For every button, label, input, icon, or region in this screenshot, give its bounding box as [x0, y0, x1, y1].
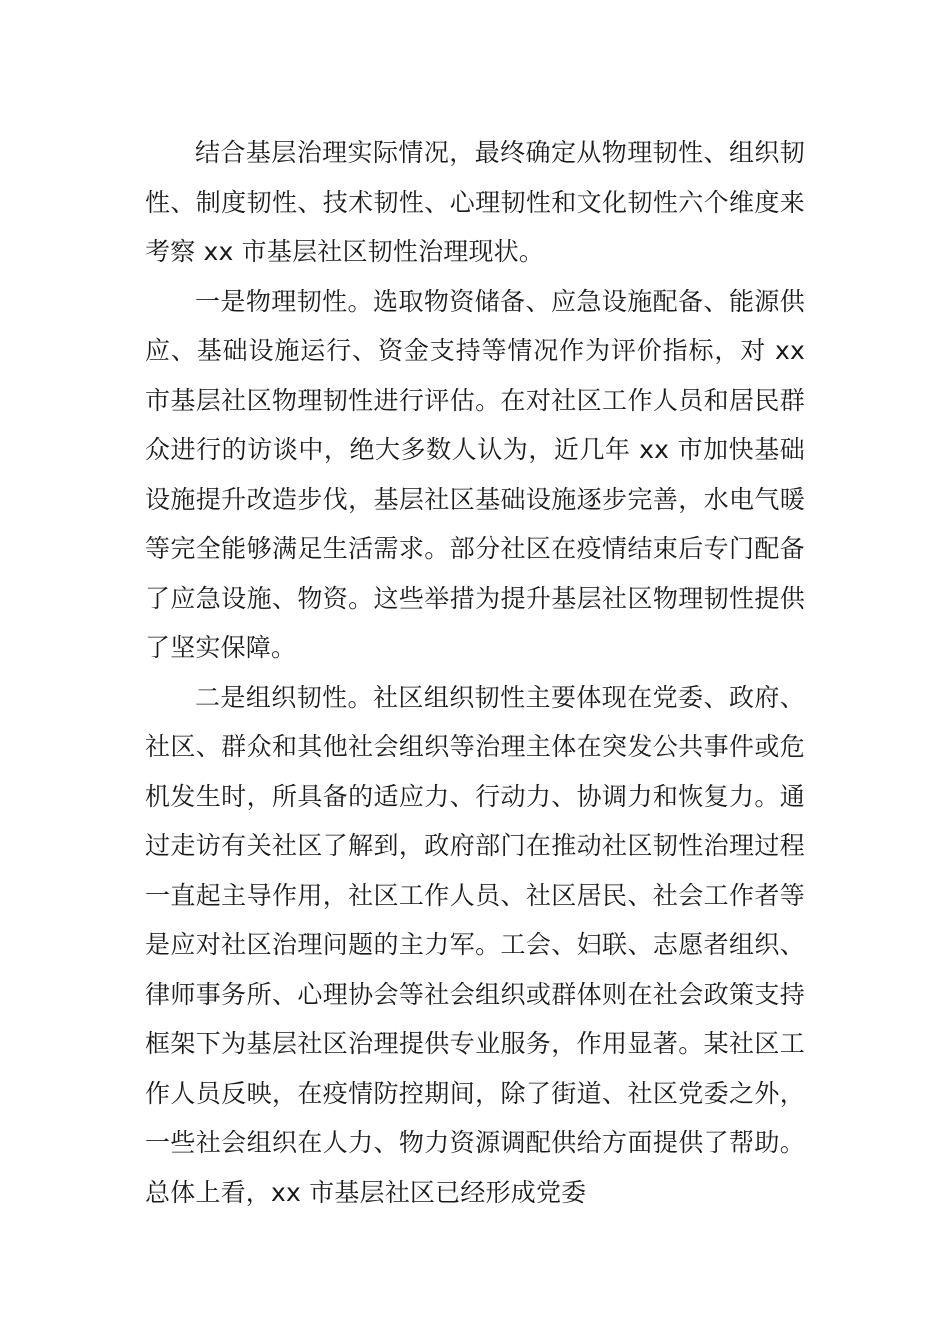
paragraph-organizational-resilience: 二是组织韧性。社区组织韧性主要体现在党委、政府、社区、群众和其他社会组织等治理主体在突发公共事件或危机发生时，所具备的适应力、行动力、协调力和恢复力。通过走访有关社区了解到，政府部门在推动社区韧性治理过程一直起主导作用，社区工作人员、社区居民、社会工作者等是应对社区治理问题的主力军。工会、妇联、志愿者组织、律师事务所、心理协会等社会组织或群体则在社会政策支持框架下为基层社区治理提供专业服务，作用显著。某社区工作人员反映，在疫情防控期间，除了街道、社区党委之外，一些社会组织在人力、物力资源调配供给方面提供了帮助。总体上看，xx 市基层社区已经形成党委 [145, 682, 805, 1207]
paragraph-intro: 结合基层治理实际情况，最终确定从物理韧性、组织韧性、制度韧性、技术韧性、心理韧性和文化韧性六个维度来考察 xx 市基层社区韧性治理现状。 [145, 138, 805, 266]
paragraph-physical-resilience: 一是物理韧性。选取物资储备、应急设施配备、能源供应、基础设施运行、资金支持等情况作为评价指标，对 xx 市基层社区物理韧性进行评估。在对社区工作人员和居民群众进行的访谈中，绝大多数人认为，近几年 xx 市加快基础设施提升改造步伐，基层社区基础设施逐步完善，水电气暖等完全能够满足生活需求。部分社区在疫情结束后专门配备了应急设施、物资。这些举措为提升基层社区物理韧性提供了坚实保障。 [145, 286, 805, 662]
document-body [145, 128, 805, 1217]
